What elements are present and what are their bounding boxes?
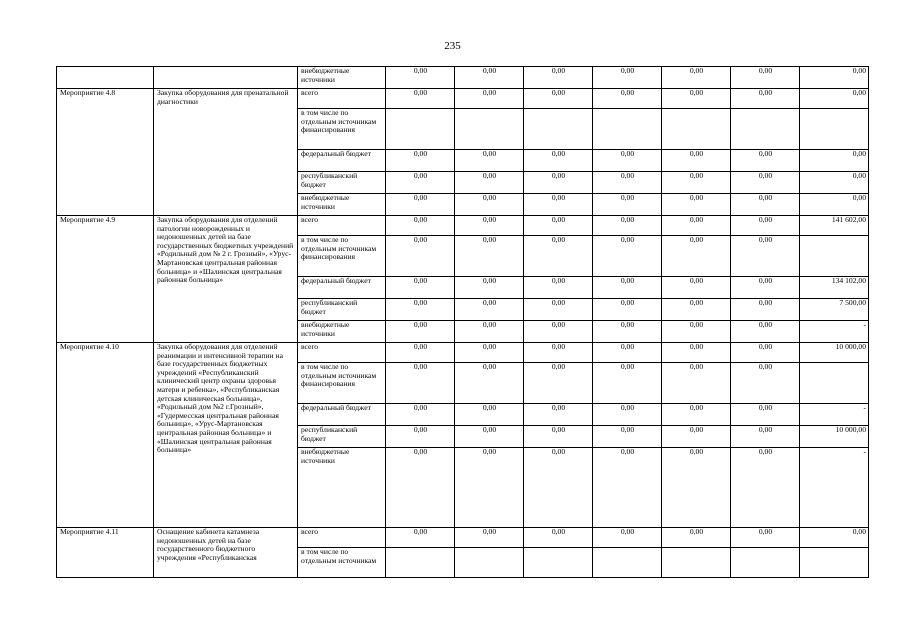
amount-cell: 0,00 [731,194,800,216]
amount-cell: 0,00 [593,528,662,548]
amount-cell: 0,00 [455,89,524,109]
amount-cell: 0,00 [800,150,869,172]
funding-source-cell: внебюджетные источники [298,448,386,528]
funding-source-cell: федеральный бюджет [298,404,386,426]
amount-cell: 0,00 [731,363,800,404]
amount-cell: 0,00 [524,172,593,194]
amount-cell: 0,00 [662,172,731,194]
amount-cell: 0,00 [662,89,731,109]
amount-cell: 0,00 [524,277,593,299]
event-cell: Мероприятие 4.8 [57,89,154,216]
funding-source-cell: внебюджетные источники [298,67,386,89]
amount-cell: 0,00 [455,194,524,216]
amount-cell [455,109,524,150]
funding-source-cell: республиканский бюджет [298,172,386,194]
amount-cell: 0,00 [593,299,662,321]
event-description-cell: Оснащение кабинета катамнеза недоношенных детей на базе государственного бюджетного учреждения «Республиканская [154,528,298,578]
funding-source-cell: в том числе по отдельным источникам финансирования [298,363,386,404]
amount-cell: 0,00 [731,404,800,426]
amount-cell: 0,00 [800,172,869,194]
table-row [57,216,869,236]
amount-cell: 0,00 [593,448,662,528]
amount-cell: 0,00 [731,216,800,236]
amount-cell: 0,00 [386,404,455,426]
event-cell: Мероприятие 4.9 [57,216,154,343]
event-description-cell: Закупка оборудования для пренатальной диагностики [154,89,298,216]
amount-cell: 0,00 [593,404,662,426]
amount-cell: 0,00 [731,321,800,343]
amount-cell [386,109,455,150]
funding-source-cell: всего [298,89,386,109]
amount-cell: 0,00 [524,404,593,426]
amount-cell: 0,00 [662,363,731,404]
amount-cell [455,548,524,578]
event-cell: Мероприятие 4.10 [57,343,154,528]
funding-source-cell: всего [298,216,386,236]
funding-source-cell: внебюджетные источники [298,194,386,216]
amount-cell [662,548,731,578]
amount-cell [524,109,593,150]
amount-cell [524,548,593,578]
amount-cell: 0,00 [524,363,593,404]
amount-cell: 0,00 [455,363,524,404]
amount-cell: - [800,321,869,343]
amount-cell: 0,00 [731,277,800,299]
amount-cell: 0,00 [731,528,800,548]
amount-cell: 0,00 [731,299,800,321]
amount-cell [731,548,800,578]
amount-cell: 0,00 [731,150,800,172]
amount-cell: 0,00 [662,299,731,321]
amount-cell: 0,00 [386,343,455,363]
funding-source-cell: в том числе по отдельным источникам [298,548,386,578]
amount-cell: 0,00 [662,194,731,216]
amount-cell: - [800,404,869,426]
amount-cell: 0,00 [524,426,593,448]
amount-cell: 0,00 [593,67,662,89]
funding-source-cell: всего [298,528,386,548]
amount-cell: 0,00 [386,216,455,236]
amount-cell: 0,00 [524,528,593,548]
amount-cell: 0,00 [593,172,662,194]
amount-cell [800,363,869,404]
event-description-cell: Закупка оборудования для отделений патологии новорожденных и недоношенных детей на базе государственных бюджетных учреждений «Родильный дом № 2 г. Грозный», «Урус-Мартановская центральная районная больница» и «Шалинская центральная районная больница» [154,216,298,343]
funding-source-cell: в том числе по отдельным источникам финансирования [298,109,386,150]
funding-source-cell: внебюджетные источники [298,321,386,343]
amount-cell: 0,00 [731,236,800,277]
amount-cell: 0,00 [386,363,455,404]
amount-cell: 0,00 [593,321,662,343]
amount-cell: 0,00 [524,150,593,172]
amount-cell: 0,00 [800,89,869,109]
amount-cell: 0,00 [731,426,800,448]
amount-cell: 0,00 [524,216,593,236]
amount-cell: 0,00 [455,172,524,194]
amount-cell: 10 000,00 [800,426,869,448]
amount-cell: 0,00 [593,343,662,363]
event-description-cell: Закупка оборудования для отделений реанимации и интенсивной терапии на базе государственных бюджетных учреждений «Республиканский клинический центр охраны здоровья матери и ребенка», «Республиканская детская клиническая больница», «Родильный дом №2 г.Грозный», «Гудермесская центральная районная больница», «Урус-Мартановская центральная районная больница» и «Шалинская центральная районная больница» [154,343,298,528]
amount-cell: 0,00 [524,448,593,528]
amount-cell [800,548,869,578]
event-description-cell [154,67,298,89]
amount-cell: 0,00 [662,404,731,426]
table-row [57,89,869,109]
amount-cell: 0,00 [386,236,455,277]
amount-cell: 0,00 [662,321,731,343]
amount-cell: 0,00 [731,448,800,528]
amount-cell: 0,00 [386,448,455,528]
amount-cell: 7 500,00 [800,299,869,321]
funding-table-body [57,67,869,578]
amount-cell: 0,00 [731,67,800,89]
amount-cell: 0,00 [386,426,455,448]
amount-cell: 0,00 [386,194,455,216]
amount-cell: 0,00 [593,236,662,277]
funding-source-cell: в том числе по отдельным источникам финансирования [298,236,386,277]
funding-source-cell: федеральный бюджет [298,277,386,299]
amount-cell: 0,00 [800,528,869,548]
amount-cell: 0,00 [731,172,800,194]
amount-cell: 0,00 [386,528,455,548]
amount-cell: 0,00 [662,150,731,172]
amount-cell: 0,00 [662,448,731,528]
amount-cell: 0,00 [593,277,662,299]
amount-cell: 0,00 [662,426,731,448]
amount-cell: 0,00 [524,343,593,363]
table-row [57,528,869,548]
amount-cell [731,109,800,150]
amount-cell: 0,00 [386,150,455,172]
amount-cell: 0,00 [386,277,455,299]
amount-cell [800,236,869,277]
amount-cell: 0,00 [386,172,455,194]
amount-cell [800,109,869,150]
event-cell: Мероприятие 4.11 [57,528,154,578]
amount-cell: 0,00 [386,299,455,321]
amount-cell: 0,00 [455,528,524,548]
amount-cell: 0,00 [731,89,800,109]
amount-cell: 0,00 [662,343,731,363]
amount-cell [593,109,662,150]
funding-source-cell: республиканский бюджет [298,299,386,321]
amount-cell: 0,00 [662,67,731,89]
amount-cell: 0,00 [455,404,524,426]
amount-cell: 0,00 [386,89,455,109]
amount-cell: 0,00 [455,321,524,343]
amount-cell: 0,00 [593,150,662,172]
amount-cell [386,548,455,578]
amount-cell: 0,00 [662,277,731,299]
amount-cell: 0,00 [662,216,731,236]
funding-table [56,66,869,578]
amount-cell: 0,00 [800,67,869,89]
amount-cell: 0,00 [593,426,662,448]
amount-cell: 0,00 [593,216,662,236]
table-row [57,67,869,89]
amount-cell: 0,00 [524,321,593,343]
amount-cell: 0,00 [455,426,524,448]
amount-cell: 0,00 [593,194,662,216]
amount-cell: 0,00 [455,277,524,299]
table-row [57,343,869,363]
amount-cell: 0,00 [593,363,662,404]
page-number: 235 [444,40,461,52]
amount-cell: 0,00 [731,343,800,363]
amount-cell: 0,00 [800,194,869,216]
amount-cell: 0,00 [524,89,593,109]
amount-cell: 0,00 [593,89,662,109]
funding-source-cell: республиканский бюджет [298,426,386,448]
amount-cell: 0,00 [386,67,455,89]
amount-cell [593,548,662,578]
funding-source-cell: всего [298,343,386,363]
amount-cell: 0,00 [662,236,731,277]
amount-cell: 134 102,00 [800,277,869,299]
amount-cell: 0,00 [524,194,593,216]
funding-source-cell: федеральный бюджет [298,150,386,172]
amount-cell: 0,00 [455,150,524,172]
amount-cell: 0,00 [662,528,731,548]
amount-cell: 141 602,00 [800,216,869,236]
amount-cell: 0,00 [455,448,524,528]
amount-cell: 0,00 [386,321,455,343]
amount-cell: 10 000,00 [800,343,869,363]
amount-cell [662,109,731,150]
amount-cell: 0,00 [524,236,593,277]
amount-cell: 0,00 [455,343,524,363]
amount-cell: - [800,448,869,528]
amount-cell: 0,00 [455,67,524,89]
amount-cell: 0,00 [455,299,524,321]
amount-cell: 0,00 [524,299,593,321]
amount-cell: 0,00 [455,216,524,236]
event-cell [57,67,154,89]
amount-cell: 0,00 [524,67,593,89]
amount-cell: 0,00 [455,236,524,277]
